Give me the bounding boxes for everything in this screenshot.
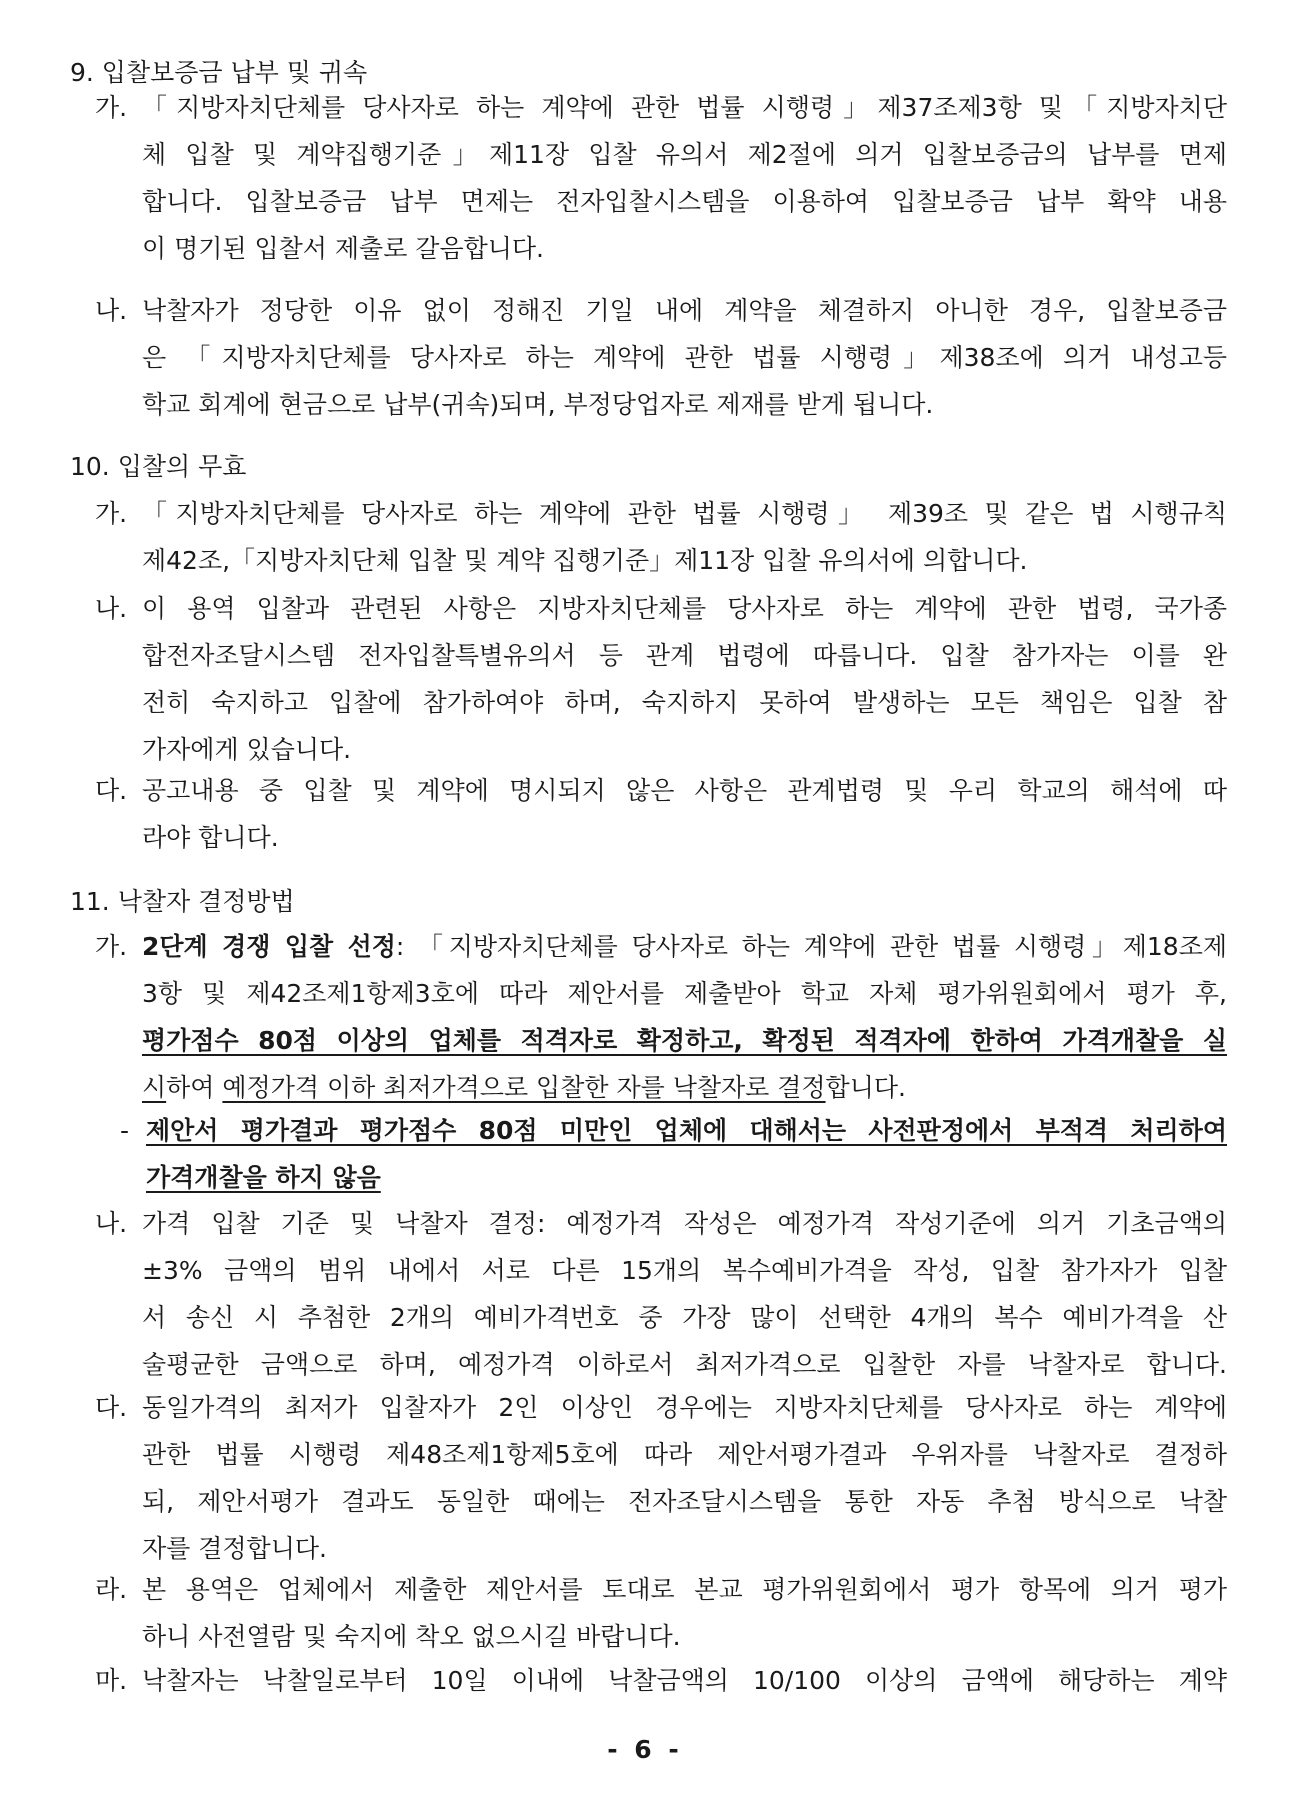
text-line: ±3% 금액의 범위 내에서 서로 다른 15개의 복수예비가격을 작성, 입찰 참가자가 입찰 bbox=[142, 1256, 1227, 1285]
text-line: 라야 합니다. bbox=[142, 823, 279, 852]
item-marker: 나. bbox=[95, 1209, 128, 1238]
text-fragment: : 「지방자치단체를 당사자로 하는 계약에 관한 법률 시행령」제18조제 bbox=[395, 932, 1227, 961]
text-fragment: 합니다. bbox=[825, 1073, 906, 1102]
section-11-item-da bbox=[95, 1384, 1227, 1572]
text-line: 낙찰자는 낙찰일로부터 10일 이내에 낙찰금액의 10/100 이상의 금액에 해당하는 계약 bbox=[142, 1666, 1227, 1695]
page-number: - 6 - bbox=[607, 1735, 683, 1764]
section-10-item-na bbox=[95, 585, 1227, 773]
section-10-item-da bbox=[95, 767, 1227, 861]
text-line: 체 입찰 및 계약집행기준」제11장 입찰 유의서 제2절에 의거 입찰보증금의 납부를 면제 bbox=[142, 140, 1227, 169]
text-line: 이 용역 입찰과 관련된 사항은 지방자치단체를 당사자로 하는 계약에 관한 법령, 국가종 bbox=[142, 594, 1227, 623]
item-marker: 다. bbox=[95, 1393, 128, 1422]
text-line: 학교 회계에 현금으로 납부(귀속)되며, 부정당업자로 제재를 받게 됩니다. bbox=[142, 390, 934, 419]
text-line: 하니 사전열람 및 숙지에 착오 없으시길 바랍니다. bbox=[142, 1622, 681, 1651]
text-line: 합니다. 입찰보증금 납부 면제는 전자입찰시스템을 이용하여 입찰보증금 납부 확약 내용 bbox=[142, 187, 1227, 216]
text-line: 자를 결정합니다. bbox=[142, 1534, 327, 1563]
item-marker: 가. bbox=[95, 499, 128, 528]
text-line: 본 용역은 업체에서 제출한 제안서를 토대로 본교 평가위원회에서 평가 항목에 의거 평가 bbox=[142, 1575, 1227, 1604]
text-line: 합전자조달시스템 전자입찰특별유의서 등 관계 법령에 따릅니다. 입찰 참가자는 이를 완 bbox=[142, 641, 1227, 670]
text-line: 제42조,「지방자치단체 입찰 및 계약 집행기준」제11장 입찰 유의서에 의합니다. bbox=[142, 546, 1028, 575]
item-marker: 나. bbox=[95, 594, 128, 623]
text-line bbox=[146, 1154, 1227, 1201]
text-line: 「지방자치단체를 당사자로 하는 계약에 관한 법률 시행령」 제39조 및 같은 법 시행규칙 bbox=[142, 499, 1227, 528]
item-marker: 다. bbox=[95, 776, 128, 805]
section-heading-9: 9. 입찰보증금 납부 및 귀속 bbox=[70, 58, 368, 87]
text-line: 술평균한 금액으로 하며, 예정가격 이하로서 최저가격으로 입찰한 자를 낙찰자로 합니다. bbox=[142, 1350, 1227, 1379]
section-9-item-ga bbox=[95, 84, 1227, 272]
bold-label: 2단계 경쟁 입찰 선정 bbox=[142, 932, 396, 961]
item-marker: 마. bbox=[95, 1666, 128, 1695]
section-11-item-ga bbox=[95, 923, 1227, 1111]
text-line: 낙찰자가 정당한 이유 없이 정해진 기일 내에 계약을 체결하지 아니한 경우, 입찰보증금 bbox=[142, 296, 1227, 325]
text-line: 되, 제안서평가 결과도 동일한 때에는 전자조달시스템을 통한 자동 추첨 방식으로 낙찰 bbox=[142, 1487, 1227, 1516]
text-line: 가자에게 있습니다. bbox=[142, 735, 352, 764]
section-9-item-na bbox=[95, 287, 1227, 428]
underlined-emphasis-line: 제안서 평가결과 평가점수 80점 미만인 업체에 대해서는 사전판정에서 부적격 처리하여 bbox=[146, 1116, 1227, 1145]
item-marker: 라. bbox=[95, 1575, 128, 1604]
dash-marker: - bbox=[120, 1116, 130, 1145]
section-11-dash-note bbox=[120, 1107, 1227, 1201]
item-marker: 가. bbox=[95, 932, 128, 961]
underlined-fragment: 가격개찰을 하지 않음 bbox=[146, 1163, 381, 1192]
section-heading-10: 10. 입찰의 무효 bbox=[70, 452, 247, 481]
underlined-fragment: 시 bbox=[142, 1073, 167, 1102]
text-line bbox=[142, 1064, 1227, 1111]
text-line: 서 송신 시 추첨한 2개의 예비가격번호 중 가장 많이 선택한 4개의 복수 예비가격을 산 bbox=[142, 1303, 1227, 1332]
text-line: 3항 및 제42조제1항제3호에 따라 제안서를 제출받아 학교 자체 평가위원회에서 평가 후, bbox=[142, 979, 1227, 1008]
item-marker: 가. bbox=[95, 93, 128, 122]
underlined-emphasis-line: 평가점수 80점 이상의 업체를 적격자로 확정하고, 확정된 적격자에 한하여 가격개찰을 실 bbox=[142, 1026, 1227, 1055]
text-line: 이 명기된 입찰서 제출로 갈음합니다. bbox=[142, 234, 544, 263]
section-11-item-ma bbox=[95, 1657, 1227, 1704]
text-line: 가격 입찰 기준 및 낙찰자 결정: 예정가격 작성은 예정가격 작성기준에 의거 기초금액의 bbox=[142, 1209, 1227, 1238]
section-11-item-na bbox=[95, 1200, 1227, 1388]
item-marker: 나. bbox=[95, 296, 128, 325]
text-line: 전히 숙지하고 입찰에 참가하여야 하며, 숙지하지 못하여 발생하는 모든 책임은 입찰 참 bbox=[142, 688, 1227, 717]
section-10-item-ga bbox=[95, 490, 1227, 584]
text-line: 「지방자치단체를 당사자로 하는 계약에 관한 법률 시행령」제37조제3항 및「지방자치단 bbox=[142, 93, 1227, 122]
section-heading-11: 11. 낙찰자 결정방법 bbox=[70, 887, 295, 916]
text-line: 공고내용 중 입찰 및 계약에 명시되지 않은 사항은 관계법령 및 우리 학교의 해석에 따 bbox=[142, 776, 1227, 805]
text-line: 은 「지방자치단체를 당사자로 하는 계약에 관한 법률 시행령」제38조에 의거 내성고등 bbox=[142, 343, 1227, 372]
section-11-item-ra bbox=[95, 1566, 1227, 1660]
text-line bbox=[142, 923, 1227, 970]
text-fragment: 하여 bbox=[166, 1073, 223, 1102]
text-line: 관한 법률 시행령 제48조제1항제5호에 따라 제안서평가결과 우위자를 낙찰자로 결정하 bbox=[142, 1440, 1227, 1469]
text-line: 동일가격의 최저가 입찰자가 2인 이상인 경우에는 지방자치단체를 당사자로 하는 계약에 bbox=[142, 1393, 1227, 1422]
underlined-fragment: 예정가격 이하 최저가격으로 입찰한 자를 낙찰자로 결정 bbox=[222, 1073, 826, 1102]
